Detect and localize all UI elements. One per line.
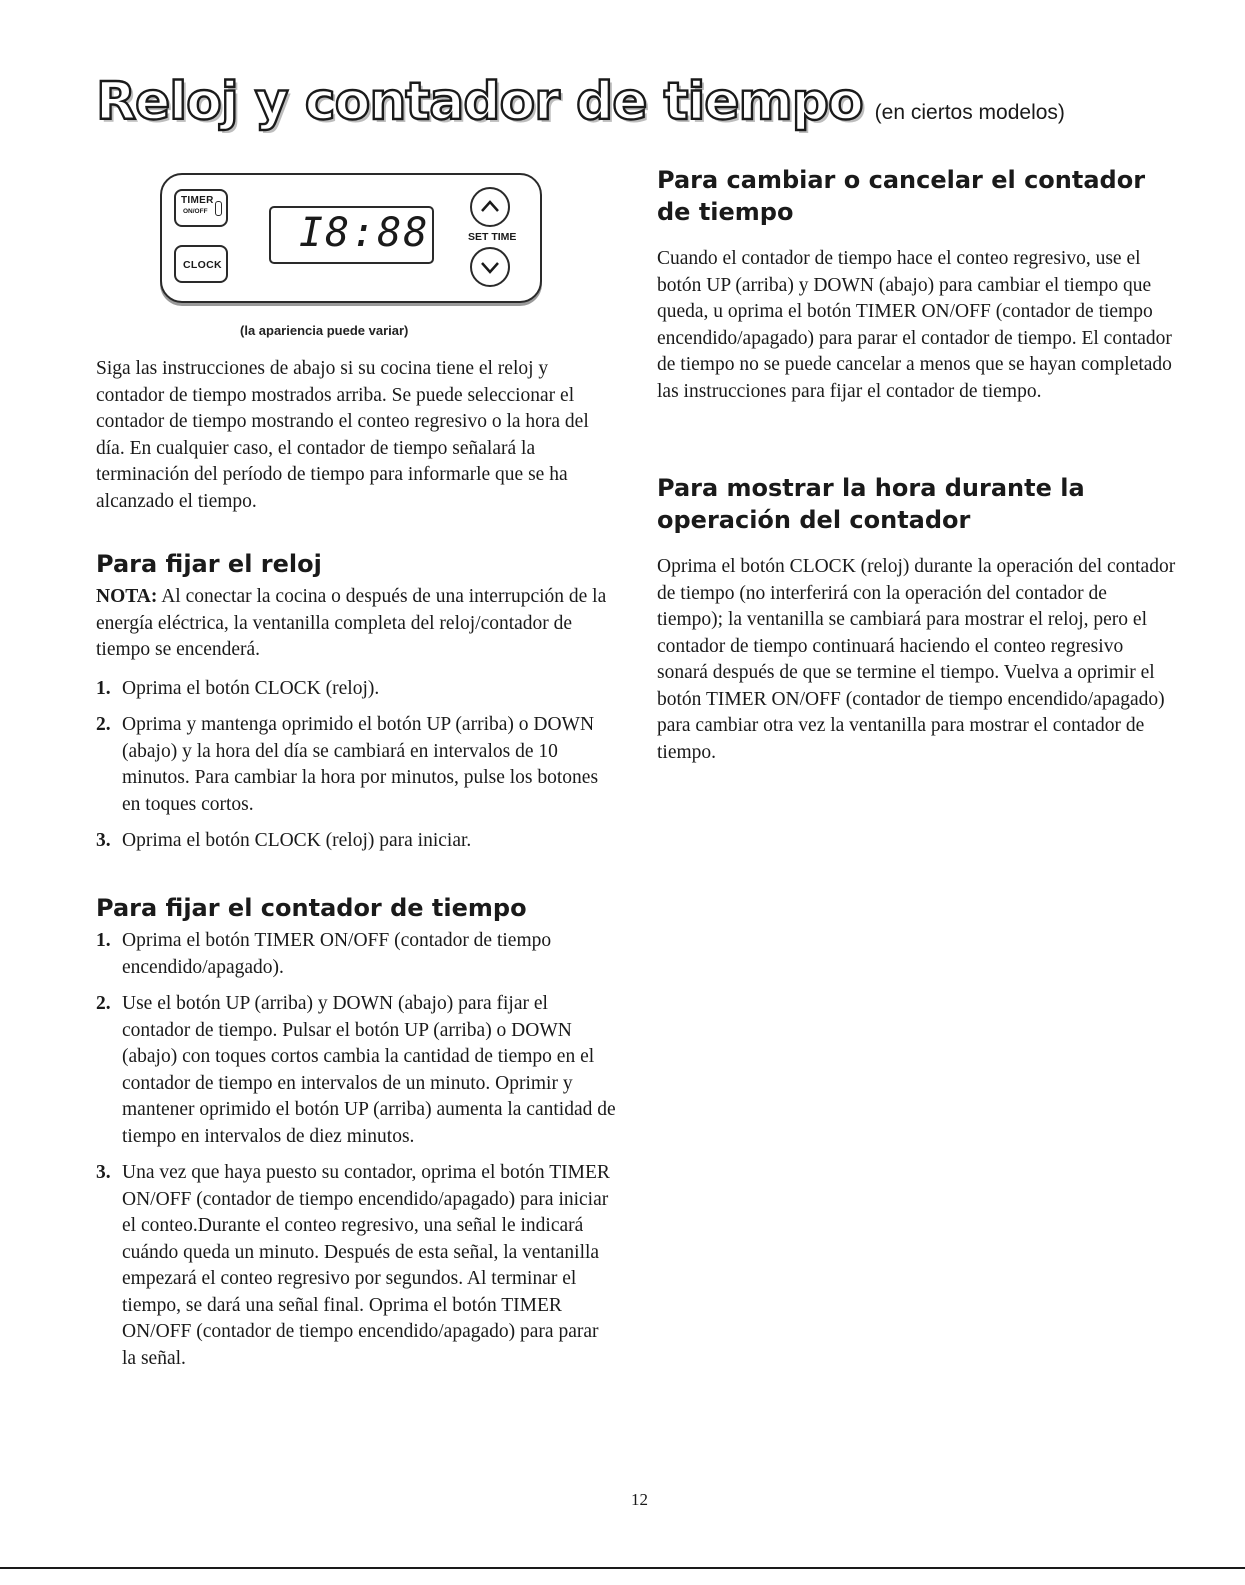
show-time-text: Oprima el botón CLOCK (reloj) durante la operación del contador de tiempo (no interferirá con la operación del contador de tiempo); la ventanilla se cambiará para mostrar el reloj, pero el contador de tiempo continuará haciendo el conteo regresivo sonará después de que se termine el tiempo. Vuelva a oprimir el botón TIMER ON/OFF (contador de tiempo encendido/apagado) para cambiar otra vez la ventanilla para mostrar el contador de tiempo. [657,556,1176,763]
set-time-label: SET TIME [468,231,517,243]
list-item [96,928,616,981]
step-text: Use el botón UP (arriba) y DOWN (abajo) para fijar el contador de tiempo. Pulsar el botón UP (arriba) o DOWN (abajo) con toques cortos cambia la cantidad de tiempo en el contador de tiempo en intervalos de un minuto. Oprimir y mantener oprimido el botón UP (arriba) aumenta la cantidad de tiempo en intervalos de diez minutos. [122,993,616,1147]
clock-steps [96,676,616,855]
bottom-rule [0,1567,1245,1569]
change-section-text: Cuando el contador de tiempo hace el conteo regresivo, use el botón UP (arriba) y DOWN (abajo) para cambiar el tiempo que queda, u oprima el botón TIMER ON/OFF (contador de tiempo encendido/apagado) para parar el contador de tiempo. El contador de tiempo no se puede cancelar a menos que se hayan completado las instrucciones para fijar el contador de tiempo. [657,248,1172,402]
chevron-up-icon [478,195,502,219]
change-section-heading: Para cambiar o cancelar el contador de tiempo [657,166,1146,226]
control-panel-illustration [160,173,542,303]
show-time-heading: Para mostrar la hora durante la operación del contador [657,474,1085,534]
clock-section [96,548,616,865]
display-digits: I8:88 [299,210,430,256]
clock-display-window [269,206,434,264]
show-time-section [657,472,1177,766]
step-text: Oprima el botón TIMER ON/OFF (contador de tiempo encendido/apagado). [122,930,552,978]
step-number: 1. [96,677,111,699]
step-text: Oprima el botón CLOCK (reloj). [122,677,380,699]
step-number: 3. [96,830,111,851]
timer-on-off-button[interactable] [174,189,228,227]
timer-button-sublabel: ON/OFF [183,208,208,215]
title-main: Reloj y contador de tiempo [96,72,863,132]
up-arrow-button[interactable] [470,187,510,227]
timer-section [96,892,616,1382]
page-title [96,72,1065,132]
change-section [657,164,1177,405]
chevron-down-icon [478,255,502,279]
timer-button-label: TIMER [181,195,214,206]
page-number: 12 [631,1490,648,1509]
step-text: Oprima y mantenga oprimido el botón UP (arriba) o DOWN (abajo) y la hora del día se cambiará en intervalos de 10 minutos. Para cambiar la hora por minutos, pulse los botones en toques cortos. [122,714,599,815]
list-item [96,676,616,703]
note-text: Al conectar la cocina o después de una interrupción de la energía eléctrica, la ventanilla completa del reloj/contador de tiempo se encenderá. [96,586,607,660]
note-label: NOTA: [96,586,158,607]
step-text: Una vez que haya puesto su contador, oprima el botón TIMER ON/OFF (contador de tiempo encendido/apagado) para iniciar el conteo.Durante el conteo regresivo, una señal le indicará cuándo queda un minuto. Después de esta señal, la ventanilla empezará el conteo regresivo por segundos. Al terminar el tiempo, se dará una señal final. Oprima el botón TIMER ON/OFF (contador de tiempo encendido/apagado) para parar la señal. [122,1162,610,1369]
clock-note [96,584,616,664]
step-number: 3. [96,1162,111,1183]
intro-paragraph: Siga las instrucciones de abajo si su cocina tiene el reloj y contador de tiempo mostrados arriba. Se puede seleccionar el contador de tiempo mostrando el conteo regresivo o la hora del día. En cualquier caso, el contador de tiempo señalará la terminación del período de tiempo para informarle que se ha alcanzado el tiempo. [96,358,589,512]
clock-button[interactable] [174,245,228,283]
list-item [96,991,616,1150]
timer-indicator-icon [215,201,222,216]
step-number: 1. [96,930,111,951]
step-number: 2. [96,993,111,1014]
title-subtitle: (en ciertos modelos) [874,101,1065,124]
list-item [96,712,616,818]
step-number: 2. [96,714,111,735]
step-text: Oprima el botón CLOCK (reloj) para iniciar. [122,830,472,851]
list-item [96,1160,616,1372]
timer-steps [96,928,616,1372]
clock-button-label: CLOCK [183,259,222,271]
clock-section-heading: Para fijar el reloj [96,550,322,578]
illustration-caption: (la apariencia puede variar) [240,323,409,338]
timer-section-heading: Para fijar el contador de tiempo [96,894,527,922]
list-item [96,828,616,855]
down-arrow-button[interactable] [470,247,510,287]
